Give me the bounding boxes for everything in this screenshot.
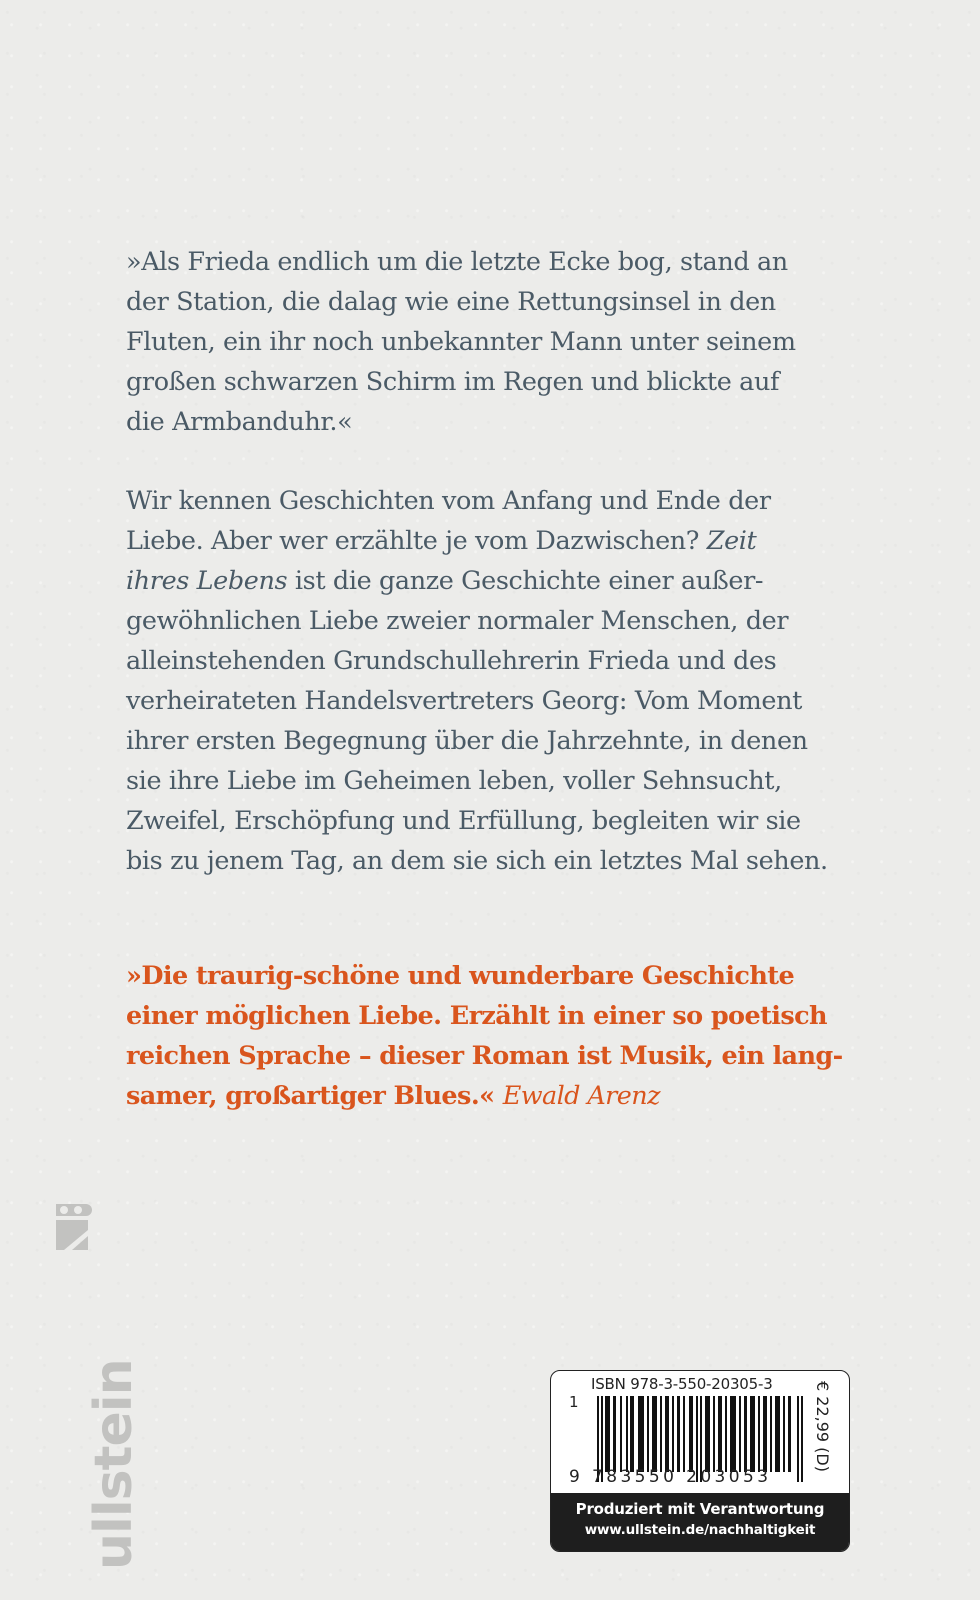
book-title-italic: ihres Lebens <box>126 566 288 596</box>
review-line: »Die traurig-schöne und wunderbare Geschichte <box>126 961 795 991</box>
blurb-line <box>126 521 856 561</box>
review-author: Ewald Arenz <box>502 1081 660 1111</box>
sustainability-url: www.ullstein.de/nachhaltigkeit <box>584 1522 816 1538</box>
review-line: reichen Sprache – dieser Roman ist Musik, ein lang- <box>126 1041 843 1071</box>
isbn-text: ISBN 978-3-550-20305-3 <box>591 1375 773 1393</box>
blurb-line: ihrer ersten Begegnung über die Jahrzehnte, in denen <box>126 726 808 756</box>
blurb-text: Liebe. Aber wer erzählte je vom Dazwischen? <box>126 526 707 556</box>
blurb-line: Wir kennen Geschichten vom Anfang und Ende der <box>126 486 771 516</box>
excerpt-line: der Station, die dalag wie eine Rettungsinsel in den <box>126 287 776 317</box>
review-text: samer, großartiger Blues.« <box>126 1081 503 1111</box>
blurb-line: bis zu jenem Tag, an dem sie sich ein letztes Mal sehen. <box>126 846 828 876</box>
blurb-line <box>126 561 856 601</box>
barcode-addon-digit: 1 <box>569 1393 579 1411</box>
book-title-italic: Zeit <box>706 526 757 556</box>
barcode-label <box>550 1370 850 1552</box>
price-label: € 22,99 (D) <box>813 1381 832 1472</box>
excerpt-quote <box>126 242 856 442</box>
blurb-line: alleinstehenden Grundschullehrerin Frieda und des <box>126 646 777 676</box>
barcode-digits: 9 783550 203053 <box>569 1467 772 1487</box>
sustainability-text: Produziert mit Verantwortung <box>575 1500 825 1518</box>
excerpt-line: »Als Frieda endlich um die letzte Ecke bog, stand an <box>126 247 788 277</box>
excerpt-line: großen schwarzen Schirm im Regen und blickte auf <box>126 367 780 397</box>
owl-icon <box>52 1200 92 1254</box>
review-line <box>126 1076 856 1116</box>
publisher-logo: ullstein <box>84 1359 144 1570</box>
blurb-line: sie ihre Liebe im Geheimen leben, voller Sehnsucht, <box>126 766 782 796</box>
sustainability-band <box>551 1493 849 1551</box>
blurb-line: gewöhnlichen Liebe zweier normaler Menschen, der <box>126 606 789 636</box>
blurb-line: Zweifel, Erschöpfung und Erfüllung, begleiten wir sie <box>126 806 801 836</box>
blurb-text: ist die ganze Geschichte einer außer- <box>287 566 764 596</box>
blurb-line: verheirateten Handelsvertreters Georg: Vom Moment <box>126 686 802 716</box>
review-line: einer möglichen Liebe. Erzählt in einer so poetisch <box>126 1001 827 1031</box>
review-quote <box>126 956 856 1116</box>
excerpt-line: Fluten, ein ihr noch unbekannter Mann unter seinem <box>126 327 796 357</box>
excerpt-line: die Armbanduhr.« <box>126 407 353 437</box>
book-blurb <box>126 481 856 881</box>
